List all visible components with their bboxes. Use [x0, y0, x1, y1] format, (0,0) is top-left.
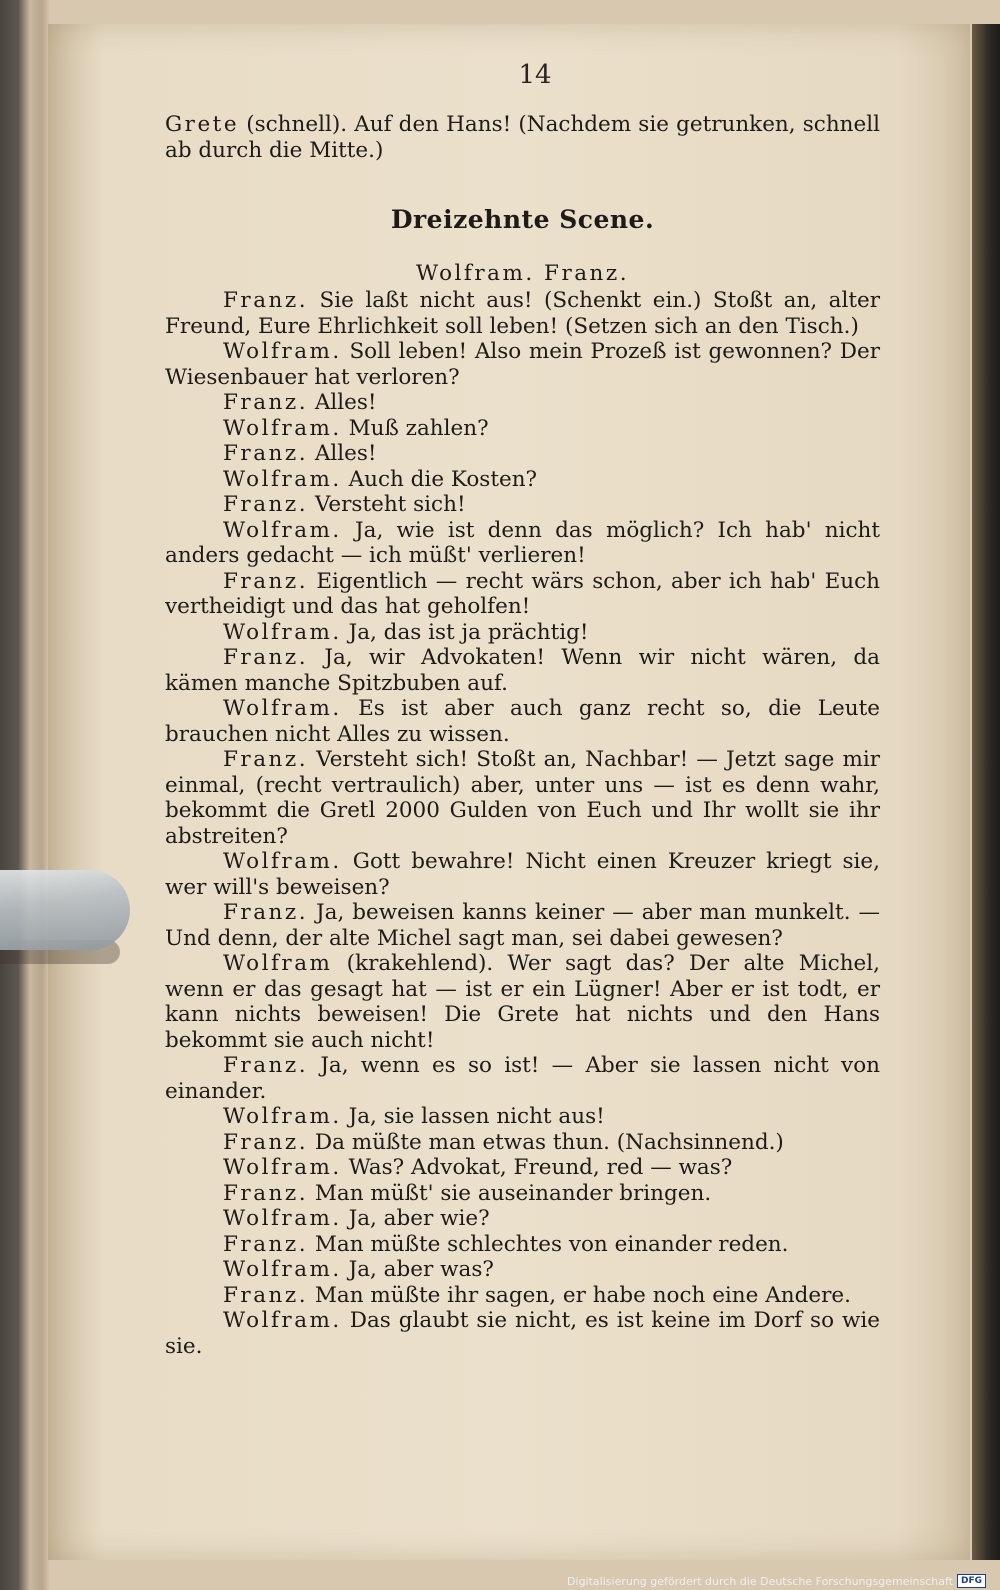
speaker-name: Franz. — [223, 645, 309, 670]
speaker-name: Wolfram. — [223, 1308, 342, 1333]
paragraph — [165, 1181, 880, 1207]
speaker-name: Franz. — [223, 390, 309, 415]
speaker-name: Franz. — [223, 1129, 309, 1155]
speaker-name: Franz. — [223, 747, 309, 772]
speaker-name: Wolfram. — [223, 619, 342, 645]
paragraph-text: Versteht sich! Stoßt an, Nachbar! — Jetzt sage mir einmal, (recht vertraulich) aber, unter uns — ist es denn wahr, bekommt die Gretl 2000 Gulden von Euch und Ihr wollt sie ihr abstreiten? — [165, 747, 880, 849]
speaker-name: Grete — [165, 112, 240, 137]
scene-heading: Dreizehnte Scene. — [390, 205, 655, 234]
paragraph-text: Muß zahlen? — [348, 415, 489, 441]
paragraph — [165, 951, 880, 1053]
paragraph-text: Alles! — [314, 441, 377, 466]
paragraph — [165, 339, 880, 390]
speaker-name: Wolfram. — [223, 1104, 342, 1129]
speaker-name: Wolfram. — [223, 339, 342, 364]
paragraph — [165, 696, 880, 747]
paragraph-text: Alles! — [314, 390, 377, 415]
paragraph — [165, 1283, 880, 1309]
paragraph-text: (schnell). Auf den Hans! (Nachdem sie getrunken, schnell ab durch die Mitte.) — [165, 112, 880, 163]
paragraph-text: Was? Advokat, Freund, red — was? — [348, 1155, 733, 1180]
speaker-name: Franz. — [223, 1231, 309, 1257]
speaker-name: Franz. — [223, 568, 309, 594]
paragraph — [165, 747, 880, 849]
page-number: 14 — [518, 60, 552, 90]
paragraph — [165, 1130, 880, 1156]
speaker-name: Wolfram. — [223, 517, 342, 543]
paragraph — [165, 390, 880, 416]
paragraph — [165, 900, 880, 951]
credit-text: Digitalisierung gefördert durch die Deutsche Forschungsgemeinschaft — [567, 1574, 953, 1588]
paragraph-text: Man müßte ihr sagen, er habe noch eine Andere. — [314, 1282, 851, 1308]
speaker-name: Wolfram. — [223, 415, 342, 441]
paragraph — [165, 1257, 880, 1283]
paragraph-text: Da müßte man etwas thun. (Nachsinnend.) — [314, 1129, 784, 1155]
speaker-name: Wolfram. — [223, 1257, 342, 1282]
paragraph — [165, 518, 880, 569]
paragraph — [165, 492, 880, 518]
book-binding-edge — [972, 24, 1000, 1560]
paragraph-text: Das glaubt sie nicht, es ist keine im Dorf so wie sie. — [165, 1308, 880, 1359]
paragraph — [165, 288, 880, 339]
paragraph-text: Soll leben! Also mein Prozeß ist gewonnen? Der Wiesenbauer hat verloren? — [165, 339, 880, 390]
digitization-credit — [567, 1574, 986, 1588]
paragraph-text: Ja, aber was? — [348, 1257, 494, 1282]
page-holder-clip — [0, 870, 130, 950]
paragraph — [165, 441, 880, 467]
paragraph-text: Sie laßt nicht aus! (Schenkt ein.) Stoßt an, alter Freund, Eure Ehrlichkeit soll leben! (Setzen sich an den Tisch.) — [165, 288, 880, 339]
paragraph — [165, 1206, 880, 1232]
paragraph — [165, 569, 880, 620]
paragraph — [165, 1308, 880, 1359]
cast-line: Wolfram. Franz. — [415, 260, 630, 286]
speaker-name: Wolfram — [223, 951, 333, 976]
paragraph-text: Es ist aber auch ganz recht so, die Leute brauchen nicht Alles zu wissen. — [165, 696, 880, 747]
speaker-name: Wolfram. — [223, 1155, 342, 1180]
speaker-name: Wolfram. — [223, 1206, 342, 1231]
speaker-name: Franz. — [223, 1282, 309, 1308]
paragraph-text: Versteht sich! — [314, 492, 466, 517]
speaker-name: Wolfram. — [223, 849, 342, 874]
speaker-name: Franz. — [223, 1180, 309, 1206]
speaker-name: Wolfram. — [223, 696, 342, 721]
paragraph-text: Ja, wenn es so ist! — Aber sie lassen nicht von einander. — [165, 1053, 880, 1104]
page-text — [165, 112, 880, 1359]
paragraph-text: Eigentlich — recht wärs schon, aber ich hab' Euch vertheidigt und das hat geholfen! — [165, 568, 880, 619]
paragraph — [165, 1053, 880, 1104]
paragraph-text: Man müßt' sie auseinander bringen. — [314, 1180, 712, 1206]
paragraph-text: Ja, sie lassen nicht aus! — [348, 1104, 605, 1129]
speaker-name: Franz. — [223, 492, 309, 517]
paragraph — [165, 112, 880, 163]
paragraph — [165, 416, 880, 442]
paragraph-text: Man müßte schlechtes von einander reden. — [314, 1231, 789, 1257]
paragraph — [165, 1155, 880, 1181]
paragraph-text: Ja, das ist ja prächtig! — [348, 619, 589, 645]
speaker-name: Wolfram. — [223, 466, 342, 492]
paragraph-text: Ja, aber wie? — [348, 1206, 490, 1231]
paragraph-text: Ja, beweisen kanns keiner — aber man munkelt. — Und denn, der alte Michel sagt man, sei dabei gewesen? — [165, 900, 881, 951]
paragraph — [165, 620, 880, 646]
paragraph-text: Ja, wie ist denn das möglich? Ich hab' nicht anders gedacht — ich müßt' verlieren! — [165, 517, 880, 568]
paragraph — [165, 1104, 880, 1130]
dfg-logo: DFG — [957, 1574, 986, 1588]
paragraph-text: Ja, wir Advokaten! Wenn wir nicht wären, da kämen manche Spitzbuben auf. — [165, 645, 880, 696]
speaker-name: Franz. — [223, 441, 309, 466]
paragraph — [165, 645, 880, 696]
speaker-name: Franz. — [223, 900, 309, 925]
paragraph — [165, 1232, 880, 1258]
paragraph — [165, 467, 880, 493]
speaker-name: Franz. — [223, 288, 309, 313]
paragraph-text: Auch die Kosten? — [348, 466, 538, 492]
speaker-name: Franz. — [223, 1053, 309, 1078]
paragraph — [165, 849, 880, 900]
paragraph-text: (krakehlend). Wer sagt das? Der alte Michel, wenn er das gesagt hat — ist er ein Lügner! Aber er ist todt, er kann nichts beweisen! Die Grete hat nichts und den Hans bekommt sie auch nicht! — [165, 951, 880, 1053]
paragraph-text: Gott bewahre! Nicht einen Kreuzer kriegt sie, wer will's beweisen? — [165, 849, 880, 900]
